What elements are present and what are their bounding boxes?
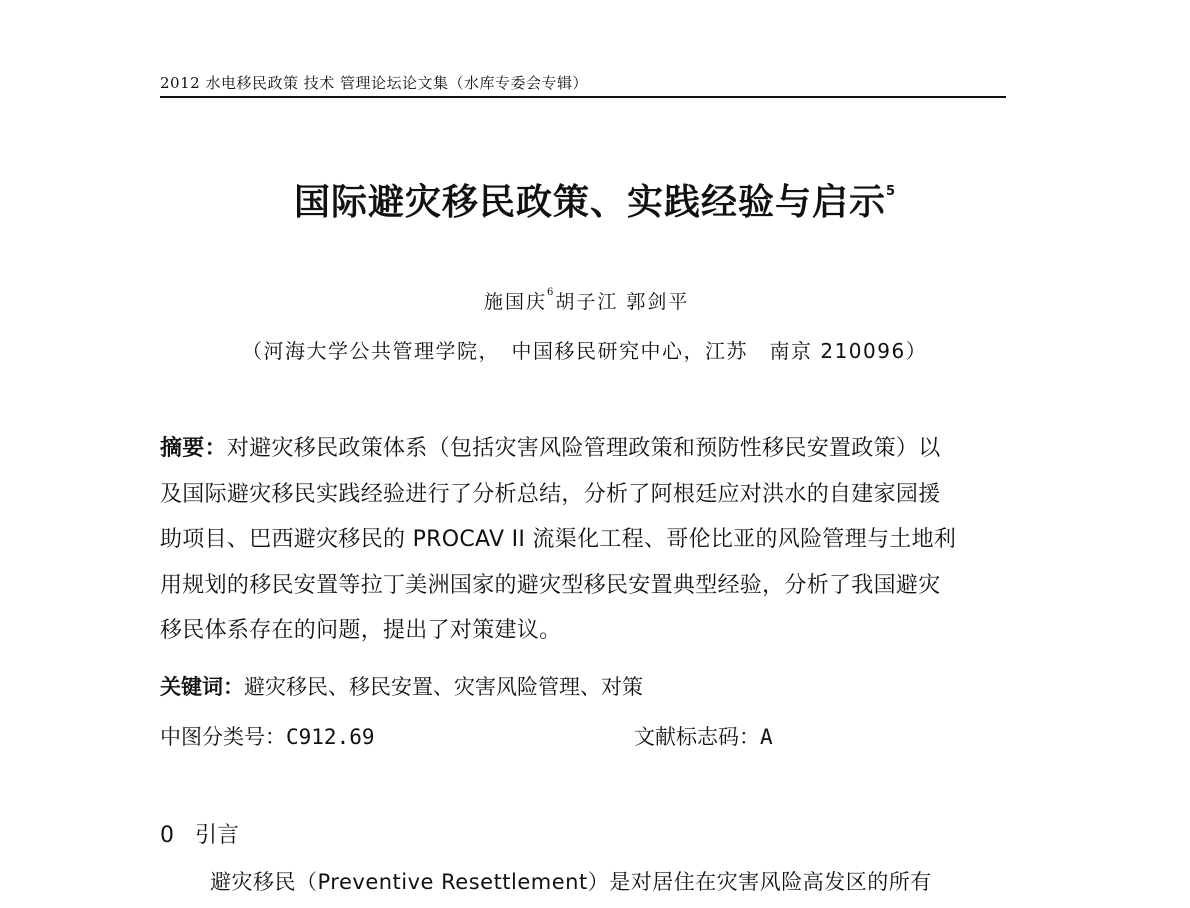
header-rule (160, 96, 1006, 98)
paper-title-text: 国际避灾移民政策、实践经验与启示 (293, 182, 886, 223)
running-header: 2012 水电移民政策 技术 管理论坛论文集（水库专委会专辑） (160, 74, 588, 92)
authors (484, 287, 689, 314)
section-number: 0 (160, 823, 174, 848)
document-code (634, 721, 773, 751)
section-heading (160, 818, 239, 849)
abstract-line-2: 及国际避灾移民实践经验进行了分析总结，分析了阿根廷应对洪水的自建家园援 (160, 481, 941, 507)
abstract-text-1: 对避灾移民政策体系（包括灾害风险管理政策和预防性移民安置政策）以 (226, 436, 941, 461)
abstract (160, 426, 1010, 654)
document-code-value: A (760, 725, 773, 749)
author-first: 施国庆 (484, 291, 548, 313)
paper-title (160, 174, 1030, 225)
abstract-line-4: 用规划的移民安置等拉丁美洲国家的避灾型移民安置典型经验，分析了我国避灾 (160, 572, 941, 598)
keywords-text: 避灾移民、移民安置、灾害风险管理、对策 (244, 675, 643, 699)
classification-number (160, 721, 375, 751)
author-footnote-mark: 6 (547, 286, 556, 298)
classification-value: C912.69 (286, 725, 375, 749)
keywords (160, 671, 643, 701)
abstract-line-1 (160, 426, 1010, 472)
author-others: 胡子江 郭剑平 (555, 291, 690, 313)
body-paragraph-first-line: 避灾移民（Preventive Resettlement）是对居住在灾害风险高发区的所有 (210, 870, 932, 894)
abstract-label: 摘要： (160, 436, 227, 461)
abstract-line-5: 移民体系存在的问题，提出了对策建议。 (160, 618, 562, 643)
title-footnote-mark: 5 (885, 184, 897, 199)
classification-label: 中图分类号： (160, 725, 286, 749)
affiliation: （河海大学公共管理学院， 中国移民研究中心，江苏 南京 210096） (242, 339, 928, 363)
document-code-label: 文献标志码： (634, 725, 760, 749)
keywords-label: 关键词： (160, 675, 244, 699)
section-title: 引言 (194, 823, 239, 848)
abstract-line-3: 助项目、巴西避灾移民的 PROCAV II 流渠化工程、哥伦比亚的风险管理与土地利 (160, 527, 957, 552)
